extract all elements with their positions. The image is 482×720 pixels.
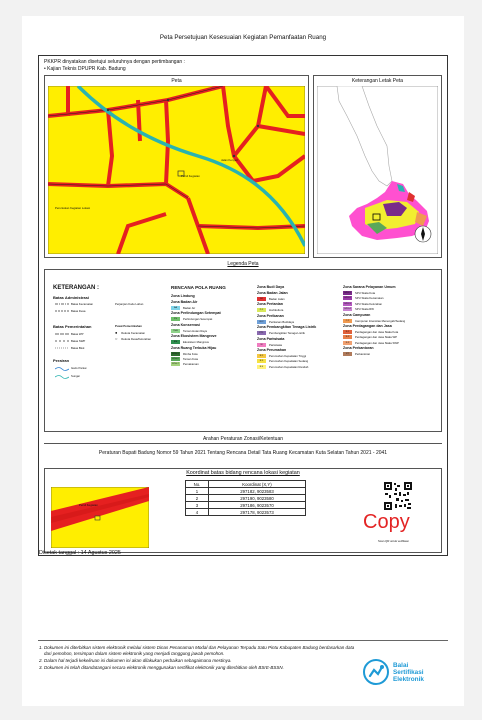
batas-blok-label: Batas Blok bbox=[71, 346, 85, 350]
legend-item-label: Perkantoran bbox=[355, 352, 371, 357]
legend-heading: Zona Campuran bbox=[343, 312, 371, 317]
legend-item-label: Pariwisata bbox=[269, 342, 282, 347]
sungai-label: Sungai bbox=[71, 374, 80, 378]
legend-heading: Zona Budi Daya bbox=[257, 285, 285, 289]
coordinates-table bbox=[185, 480, 306, 516]
legend-swatch: KT bbox=[343, 352, 352, 356]
consideration-bullet: • Kajian Teknis DPUPR Kab. Badung bbox=[44, 66, 126, 72]
legenda-label: Legenda Peta bbox=[227, 261, 259, 267]
ibukota-desa-label: Ibukota Desa/Kelurahan bbox=[121, 337, 152, 341]
bsre-logo-icon bbox=[362, 658, 390, 686]
legend-swatch: IK-2 bbox=[257, 320, 266, 324]
legend-heading: Zona Konservasi bbox=[171, 322, 200, 327]
legend-item-label: Perdagangan dan Jasa Skala SWP bbox=[355, 340, 399, 345]
garis-pantai-label: Garis Pantai bbox=[71, 366, 87, 370]
arahan-divider bbox=[44, 443, 442, 444]
legend-item-label: Perumahan Kepadatan Rendah bbox=[269, 364, 309, 369]
locator-map[interactable] bbox=[317, 86, 438, 254]
intro-text: PKKPR dinyatakan disetujui seluruhnya dengan pertimbangan : bbox=[44, 59, 185, 65]
footer-note: 1. Dokumen ini diterbitkan sistem elektronik melalui sistem Dinas Penanaman Modal dan Pelayanan Terpadu Satu Pintu Kabupaten Badung berdasarkan data dari pemohon, tersimpan dalam sistem elektronik yang menjadi tanggung jawab pemohon. bbox=[44, 645, 362, 657]
legend-swatch: P-2 bbox=[257, 308, 266, 312]
qr-code-icon[interactable] bbox=[383, 481, 413, 511]
locator-label: Keterangan Letak Peta bbox=[351, 78, 404, 84]
legend-swatch: SPU-1 bbox=[344, 292, 351, 294]
legend-swatch: RTH-7 bbox=[172, 363, 179, 366]
legend-swatch: PS bbox=[171, 317, 180, 321]
coord-cell-no: 1 bbox=[186, 488, 209, 495]
coord-cell-xy: 297186, 9023570 bbox=[209, 502, 306, 509]
coord-cell-xy: 297190, 9023580 bbox=[209, 495, 306, 502]
legend-item-label: Perikanan Budidaya bbox=[269, 319, 295, 324]
document-page bbox=[22, 16, 464, 706]
legend-swatch: EM bbox=[171, 340, 180, 344]
peraturan-text: Peraturan Bupati Badung Nomor 59 Tahun 2021 Tentang Rencana Detail Tata Ruang Kecamatan Kuta Selatan Tahun 2021 - 2041 bbox=[98, 450, 388, 456]
arahan-label: Arahan Peraturan Zonasi/Ketentuan bbox=[202, 436, 284, 442]
legend-item-label: Perdagangan dan Jasa Skala Kota bbox=[355, 330, 399, 334]
footer-note: 3. Dokumen ini telah ditandatangani secara elektronik menggunakan sertifikat elektronik yang diterbitkan oleh BSrE-BSSN. bbox=[44, 665, 362, 671]
legend-swatch: C-2 bbox=[343, 319, 352, 323]
legend-heading: Zona Lindung bbox=[171, 294, 195, 298]
legend-item-label: Badan Air bbox=[183, 306, 196, 310]
footer-notes bbox=[30, 645, 362, 672]
legend-heading: Zona Pariwisata bbox=[257, 336, 285, 341]
copy-watermark: Copy bbox=[363, 511, 410, 533]
peta-label: Peta bbox=[171, 78, 182, 84]
batas-kecamatan-label: Batas Kecamatan bbox=[71, 302, 94, 306]
document-frame bbox=[38, 55, 448, 556]
legend-item-label: Perumahan Kepadatan Sedang bbox=[269, 359, 309, 364]
legend-swatch: RTH-2 bbox=[172, 358, 179, 360]
legend-item-label: Ekosistem Mangrove bbox=[183, 340, 210, 345]
batas-admin-title: Batas Administrasi bbox=[53, 295, 90, 300]
legend-item-label: Badan Jalan bbox=[269, 297, 285, 301]
legend-item-label: SPU Skala RW bbox=[355, 307, 374, 312]
legend-swatch: R-4 bbox=[257, 365, 266, 369]
legend-heading: Zona Perdagangan dan Jasa bbox=[343, 324, 392, 328]
batas-wp-label: Batas WP bbox=[71, 332, 84, 336]
document-title: Peta Persetujuan Kesesuaian Kegiatan Pemanfaatan Ruang bbox=[159, 34, 327, 41]
pemerintahan-title: Batas Pemerintahan bbox=[53, 324, 92, 329]
coord-cell-no: 2 bbox=[186, 495, 209, 502]
legend-heading: Zona Badan Air bbox=[171, 300, 198, 304]
legend-item-label: Pemakaman bbox=[183, 362, 199, 367]
village-marker-icon: ○ bbox=[115, 336, 118, 341]
parcel-map[interactable] bbox=[51, 487, 149, 548]
ibukota-kecamatan-label: Ibukota Kecamatan bbox=[121, 331, 146, 335]
legend-swatch: SPU-2 bbox=[344, 297, 351, 300]
table-row bbox=[186, 488, 306, 495]
legend-item-label: SPU Skala Kecamatan bbox=[355, 296, 384, 301]
bsre-logo-text bbox=[393, 662, 424, 683]
peta-panel bbox=[44, 75, 309, 258]
legend-swatch: R-3 bbox=[257, 359, 266, 363]
legend-swatch: SPU-3 bbox=[344, 302, 351, 305]
admin-line-icons bbox=[55, 332, 69, 352]
coord-cell-no: 3 bbox=[186, 502, 209, 509]
bsre-logo-line: Balai bbox=[393, 662, 409, 669]
legend-heading: Zona Badan Jalan bbox=[257, 291, 288, 295]
coord-header-xy: Koordinat (X,Y) bbox=[209, 481, 306, 488]
print-date: Dicetak tanggal : 14 Agustus 2025 bbox=[39, 550, 121, 556]
bsre-logo-line: Elektronik bbox=[393, 676, 424, 683]
legend-panel bbox=[44, 269, 442, 432]
legend-item-label: Campuran Intensitas Menengah/Sedang bbox=[355, 318, 406, 323]
parcel-map-label: Persil Kegiatan bbox=[79, 503, 98, 507]
table-row bbox=[186, 495, 306, 502]
coord-cell-no: 4 bbox=[186, 509, 209, 516]
footer-note: 2. Dalam hal terjadi kekeliruan isi dokumen ini akan dilakukan perbaikan sebagaimana mestinya. bbox=[44, 658, 362, 664]
legend-swatch: THR bbox=[171, 329, 180, 333]
legend-heading: Zona Perkantoran bbox=[343, 346, 374, 351]
koordinat-title: Koordinat batas bidang rencana lokasi kegiatan bbox=[186, 470, 300, 476]
table-row bbox=[186, 509, 306, 516]
water-line-icons bbox=[55, 366, 69, 380]
legend-item-label: SPU Skala Kota bbox=[355, 291, 376, 295]
batas-desa-label: Batas Desa bbox=[71, 309, 86, 313]
legend-heading: Zona Pembangkitan Tenaga Listrik bbox=[257, 325, 317, 330]
capital-marker-icon: ● bbox=[115, 330, 118, 335]
legend-swatch: SPU-4 bbox=[344, 308, 351, 311]
legend-swatch: BA bbox=[171, 306, 180, 310]
map-parcel-label: Persil Kegiatan bbox=[181, 174, 200, 178]
table-row bbox=[186, 502, 306, 509]
pusat-pemerintahan-label: Pusat Pemerintahan bbox=[115, 324, 142, 328]
map-note: Peruntukan Kegiatan Lokasi bbox=[55, 206, 90, 210]
main-map[interactable] bbox=[48, 86, 305, 254]
legend-item-label: Rimba Kota bbox=[183, 351, 198, 356]
perjanjian-label: Perjanjian Kode Lahan bbox=[115, 302, 144, 306]
legend-swatch: PTL bbox=[257, 331, 266, 335]
legend-heading: Zona Perumahan bbox=[257, 348, 287, 352]
legend-heading: Zona Sarana Pelayanan Umum bbox=[343, 285, 396, 289]
legend-item-label: Pembangkitan Tenaga Listrik bbox=[269, 331, 305, 336]
qr-caption: Scan QR untuk verifikasi bbox=[378, 539, 409, 543]
coord-cell-xy: 297178, 9023573 bbox=[209, 509, 306, 516]
boundary-line-icons bbox=[55, 302, 69, 314]
legend-heading: Zona Pertanian bbox=[257, 302, 283, 307]
legend-item-label: SPU Skala Kelurahan bbox=[355, 301, 383, 306]
footer-divider bbox=[38, 640, 448, 641]
perairan-title: Perairan bbox=[53, 358, 70, 363]
bsre-logo-line: Sertifikasi bbox=[393, 669, 424, 676]
legend-swatch: R-2 bbox=[257, 354, 266, 358]
keterangan-title: KETERANGAN : bbox=[53, 285, 99, 291]
legend-item-label: Perdagangan dan Jasa Skala WP bbox=[355, 335, 397, 340]
legend-swatch: RTH-1 bbox=[172, 352, 179, 355]
legend-item-label: Taman Hutan Raya bbox=[183, 328, 207, 333]
legend-swatch: BJ bbox=[257, 297, 266, 301]
legend-item-label: Taman Kota bbox=[183, 357, 198, 361]
legend-swatch: K-1 bbox=[343, 330, 352, 334]
coord-header-no: No. bbox=[186, 481, 209, 488]
legend-item-label: Perlindungan Setempat bbox=[183, 317, 213, 322]
legend-item-label: Perumahan Kepadatan Tinggi bbox=[269, 354, 307, 358]
legend-item-label: Hortikultura bbox=[269, 308, 284, 313]
map-road-label: Jalan Kenyeri bbox=[221, 158, 238, 162]
legend-heading: Zona Ruang Terbuka Hijau bbox=[171, 345, 217, 350]
coord-cell-xy: 297182, 9023583 bbox=[209, 488, 306, 495]
rencana-title: RENCANA POLA RUANG bbox=[171, 285, 226, 290]
legend-heading: Zona Ekosistem Mangrove bbox=[171, 334, 217, 339]
legend-swatch: W bbox=[257, 343, 266, 347]
legend-heading: Zona Perikanan bbox=[257, 313, 284, 318]
locator-panel bbox=[313, 75, 442, 258]
legend-heading: Zona Perlindungan Setempat bbox=[171, 311, 221, 316]
legend-swatch: K-3 bbox=[343, 341, 352, 345]
batas-swp-label: Batas SWP bbox=[71, 339, 86, 343]
koordinat-panel bbox=[44, 468, 442, 553]
legend-swatch: K-2 bbox=[343, 335, 352, 339]
